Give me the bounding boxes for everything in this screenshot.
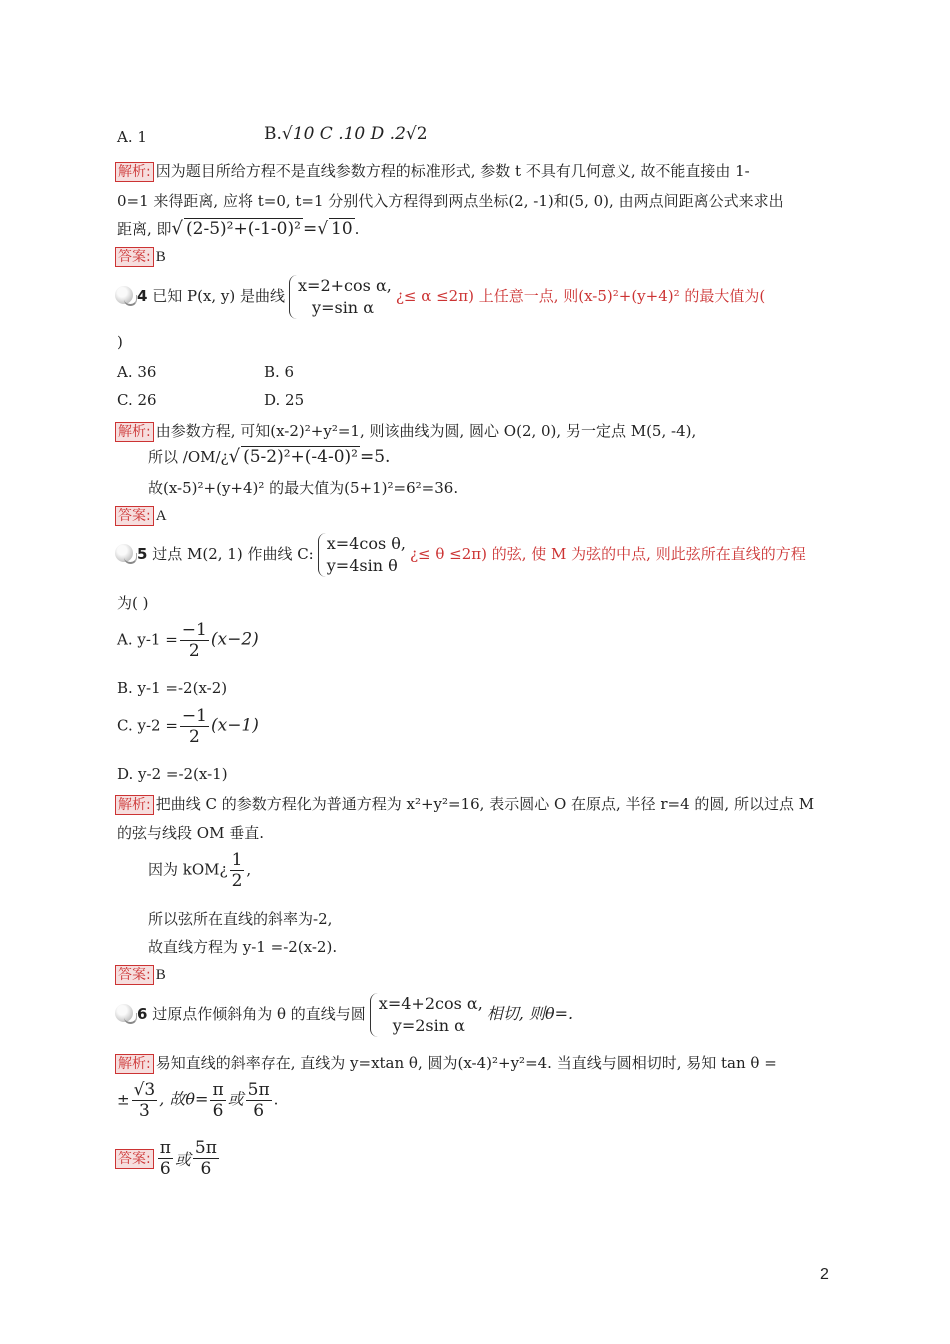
q3-distance-radicand: (2-5)²+(-1-0)² (186, 219, 301, 239)
q5-opt-c-prefix: C. y-2 = (117, 716, 178, 735)
answer-tag: 答案: (115, 1149, 154, 1169)
q4-text-a: 已知 P(x, y) 是曲线 (152, 287, 286, 305)
q6-frac2-denominator: 6 (253, 1101, 265, 1121)
answer-tag: 答案: (115, 506, 154, 526)
q6-answer (115, 1138, 221, 1179)
q5-option-a (117, 620, 259, 661)
q3-option-b-line: B.√ 10 C .10 D .2√ 2 (264, 124, 428, 144)
analysis-tag: 解析: (115, 1054, 154, 1074)
q6-frac2-numerator: 5π (247, 1080, 270, 1100)
q3-answer-value: B (155, 249, 166, 265)
q5-sys-line-1: x=4cos θ, (326, 534, 406, 553)
q3-analysis-line-1 (115, 160, 750, 182)
q3-analysis-line-3: 距离, 即√ (2-5)²+(-1-0)² =√ 10 . (117, 218, 359, 239)
q6-answer-frac1-numerator: π (159, 1138, 171, 1158)
q5-analysis-line-4: 所以弦所在直线的斜率为-2, (148, 910, 333, 928)
q5-analysis-line-5: 故直线方程为 y-1 =-2(x-2). (148, 938, 338, 956)
q6-tan-denominator: 3 (138, 1101, 150, 1121)
q5-analysis-line-2: 的弦与线段 OM 垂直. (117, 824, 264, 842)
q6-text-a: 过原点作倾斜角为 θ 的直线与圆 (152, 1005, 366, 1023)
q5-text-a: 过点 M(2, 1) 作曲线 C: (152, 545, 314, 563)
q6-analysis-line-1 (115, 1052, 777, 1074)
q4-option-c: C. 26 (117, 391, 157, 409)
q6-param-system (370, 993, 483, 1037)
q3-analysis-line-2: 0=1 来得距离, 应将 t=0, t=1 分别代入方程得到两点坐标(2, -1)和(5, 0), 由两点间距离公式来求出 (117, 192, 784, 210)
q4-answer (115, 506, 167, 526)
analysis-tag: 解析: (115, 162, 154, 182)
q5-analysis-l3-suffix: , (246, 860, 252, 879)
q4-distance-radicand: (5-2)²+(-4-0)² (243, 447, 358, 467)
q5-number: 5 (137, 545, 148, 563)
q3-distance-result: 10 (331, 219, 353, 239)
q5-text-b: ¿≤ θ ≤2π) 的弦, 使 M 为弦的中点, 则此弦所在直线的方程 (409, 545, 806, 563)
q5-stem (115, 533, 806, 577)
q5-option-c (117, 706, 259, 747)
q5-opt-c-denominator: 2 (189, 727, 200, 747)
q6-stem (115, 993, 573, 1037)
q4-option-b: B. 6 (264, 363, 295, 381)
q3-analysis-l3-prefix: 距离, 即 (117, 220, 172, 238)
q6-frac1-numerator: π (212, 1080, 224, 1100)
q4-text-b: ¿≤ α ≤2π) 上任意一点, 则(x-5)²+(y+4)² 的最大值为( (395, 287, 766, 305)
q6-answer-frac2-numerator: 5π (194, 1138, 217, 1158)
q5-opt-a-suffix: (x−2) (210, 629, 259, 650)
q6-sys-line-2: y=2sin α (392, 1016, 465, 1035)
analysis-tag: 解析: (115, 422, 154, 442)
q5-opt-a-numerator: −1 (181, 620, 207, 640)
q4-distance-result: =5. (359, 447, 391, 467)
q6-analysis-line-2 (117, 1080, 278, 1121)
q6-analysis-or: 或 (227, 1089, 244, 1109)
q4-analysis-line-2 (148, 446, 390, 467)
q5-option-d: D. y-2 =-2(x-1) (117, 765, 228, 783)
q4-option-d: D. 25 (264, 391, 305, 409)
q5-option-b: B. y-1 =-2(x-2) (117, 679, 228, 697)
question-bullet-icon (115, 286, 137, 304)
q4-answer-value: A (155, 508, 167, 524)
q4-param-system (289, 275, 392, 319)
q5-sys-line-2: y=4sin θ (326, 556, 398, 575)
q5-analysis-l3-prefix: 因为 kOM¿ (148, 860, 228, 879)
q5-answer (115, 965, 166, 985)
q6-plus-minus: ± (117, 1090, 130, 1109)
q5-opt-a-denominator: 2 (188, 641, 200, 661)
q6-number: 6 (137, 1005, 148, 1023)
q5-analysis-line-1 (115, 793, 814, 815)
q3-distance-equals: = (302, 219, 318, 239)
q4-stem-end: ) (117, 333, 123, 351)
q4-analysis-l2-prefix: 所以 /OM/¿ (148, 448, 229, 466)
q4-analysis-line-3: 故(x-5)²+(y+4)² 的最大值为(5+1)²=6²=36. (148, 479, 459, 497)
q3-option-b-rest: 10 C .10 D .2 (292, 124, 406, 144)
q5-param-system (318, 533, 406, 577)
q4-stem (115, 275, 765, 319)
analysis-tag: 解析: (115, 795, 154, 815)
q6-answer-or: 或 (174, 1150, 191, 1169)
q5-opt-a-prefix: A. y-1 = (117, 630, 178, 649)
q5-answer-value: B (155, 967, 166, 983)
q6-analysis-text-1: 易知直线的斜率存在, 直线为 y=xtan θ, 圆为(x-4)²+y²=4. 当直线与圆相切时, 易知 tan θ = (155, 1054, 777, 1072)
q6-analysis-end: . (273, 1090, 279, 1109)
q5-slope-denominator: 2 (231, 871, 243, 891)
q5-analysis-line-3 (148, 850, 251, 891)
q5-stem-end: 为( ) (117, 594, 149, 612)
q5-analysis-text-1: 把曲线 C 的参数方程化为普通方程为 x²+y²=16, 表示圆心 O 在原点, 半径 r=4 的圆, 所以过点 M (155, 795, 815, 813)
q3-option-b-prefix: B. (264, 124, 282, 144)
q3-analysis-text-1: 因为题目所给方程不是直线参数方程的标准形式, 参数 t 不具有几何意义, 故不能直接由 1- (155, 162, 750, 180)
q6-frac1-denominator: 6 (212, 1101, 224, 1121)
q4-sys-line-1: x=2+cos α, (298, 276, 392, 295)
q6-sys-line-1: x=4+2cos α, (378, 994, 483, 1013)
q6-tan-numerator: √3 (133, 1080, 156, 1100)
q5-opt-c-numerator: −1 (181, 706, 207, 726)
answer-tag: 答案: (115, 965, 154, 985)
q4-analysis-text-1: 由参数方程, 可知(x-2)²+y²=1, 则该曲线为圆, 圆心 O(2, 0), 另一定点 M(5, -4), (155, 422, 697, 440)
answer-tag: 答案: (115, 247, 154, 267)
page-number: 2 (820, 1266, 829, 1283)
q6-text-b: 相切, 则θ=. (486, 1004, 574, 1023)
q4-option-a: A. 36 (117, 363, 157, 381)
q4-number: 4 (137, 287, 148, 305)
q6-answer-frac1-denominator: 6 (159, 1159, 171, 1179)
q6-analysis-mid: , 故θ= (159, 1089, 209, 1109)
q3-option-a: A. 1 (117, 128, 147, 146)
q4-sys-line-2: y=sin α (312, 298, 374, 317)
question-bullet-icon (115, 1004, 137, 1022)
q5-opt-c-suffix: (x−1) (210, 715, 259, 736)
q4-analysis-line-1 (115, 420, 696, 442)
q6-answer-frac2-denominator: 6 (200, 1159, 212, 1179)
q3-answer (115, 247, 166, 267)
question-bullet-icon (115, 544, 137, 562)
q5-slope-numerator: 1 (231, 850, 243, 870)
